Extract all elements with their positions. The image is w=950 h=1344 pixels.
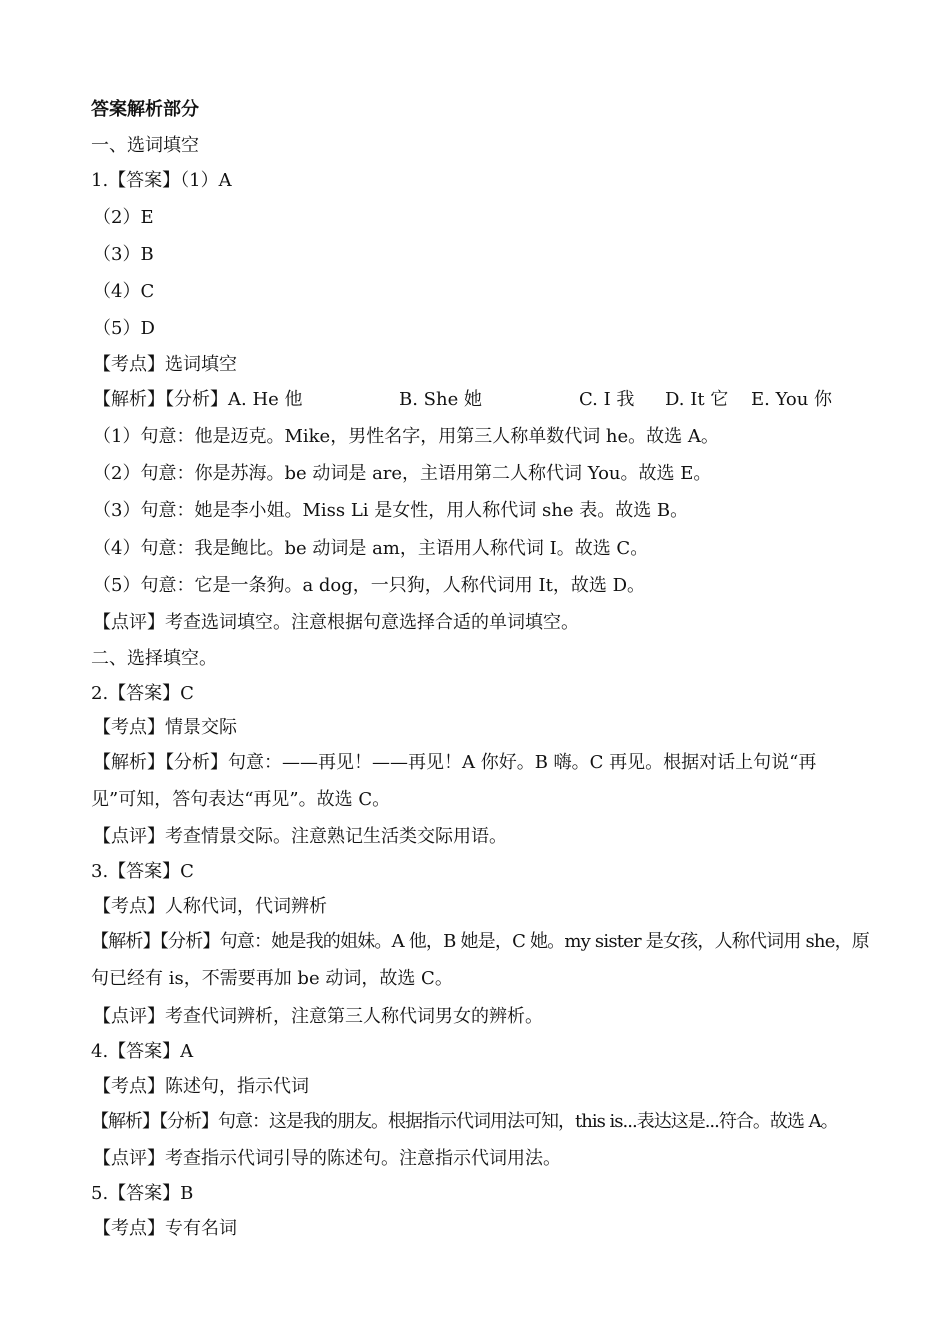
q1-analysis-prefix: 【解析】【分析】A. He 他 [93,389,303,410]
q1-explanation-4: （4）句意：我是鲍比。be 动词是 am，主语用人称代词 I。故选 C。 [93,538,649,559]
q1-comment: 【点评】考查选词填空。注意根据句意选择合适的单词填空。 [93,612,579,633]
q2-answer: 2.【答案】C [91,683,194,704]
q1-sub-3: （3）B [93,244,154,265]
q1-option-d: D. It 它 [665,389,729,410]
section-title-1: 一、选词填空 [91,135,199,156]
q1-sub-2: （2）E [93,207,154,228]
q1-explanation-3: （3）句意：她是李小姐。Miss Li 是女性，用人称代词 she 表。故选 B。 [93,500,689,521]
q4-point: 【考点】陈述句，指示代词 [93,1076,309,1097]
q3-comment: 【点评】考查代词辨析，注意第三人称代词男女的辨析。 [93,1006,543,1027]
q3-analysis-line-2: 句已经有 is，不需要再加 be 动词，故选 C。 [91,968,453,989]
q1-analysis-options [93,389,853,411]
q4-answer: 4.【答案】A [91,1041,194,1062]
q2-comment: 【点评】考查情景交际。注意熟记生活类交际用语。 [93,826,507,847]
q2-point: 【考点】情景交际 [93,717,237,738]
q2-analysis-line-1: 【解析】【分析】句意：——再见！——再见！A 你好。B 嗨。C 再见。根据对话上句说“再 [93,752,817,773]
q3-answer: 3.【答案】C [91,861,194,882]
q1-sub-5: （5）D [93,318,155,339]
answer-heading: 答案解析部分 [91,99,199,120]
q1-option-e: E. You 你 [751,389,833,410]
q3-analysis-line-1: 【解析】【分析】句意：她是我的姐妹。A 他，B 她是，C 她。my sister 是女孩，人称代词用 she，原 [91,931,869,952]
q3-point: 【考点】人称代词，代词辨析 [93,896,327,917]
q1-sub-4: （4）C [93,281,155,302]
q1-option-b: B. She 她 [399,389,482,410]
q4-analysis: 【解析】【分析】句意：这是我的朋友。根据指示代词用法可知，this is...表达这是...符合。故选 A。 [91,1111,838,1132]
q5-point: 【考点】专有名词 [93,1218,237,1239]
q5-answer: 5.【答案】B [91,1183,194,1204]
q2-analysis-line-2: 见”可知，答句表达“再见”。故选 C。 [91,789,391,810]
section-title-2: 二、选择填空。 [91,648,217,669]
q1-explanation-1: （1）句意：他是迈克。Mike，男性名字，用第三人称单数代词 he。故选 A。 [93,426,719,447]
q1-explanation-2: （2）句意：你是苏海。be 动词是 are，主语用第二人称代词 You。故选 E。 [93,463,712,484]
q1-option-c: C. I 我 [579,389,635,410]
q4-comment: 【点评】考查指示代词引导的陈述句。注意指示代词用法。 [93,1148,561,1169]
q1-point: 【考点】选词填空 [93,354,237,375]
q1-explanation-5: （5）句意：它是一条狗。a dog，一只狗，人称代词用 It，故选 D。 [93,575,646,596]
q1-answer: 1.【答案】（1）A [91,170,232,191]
